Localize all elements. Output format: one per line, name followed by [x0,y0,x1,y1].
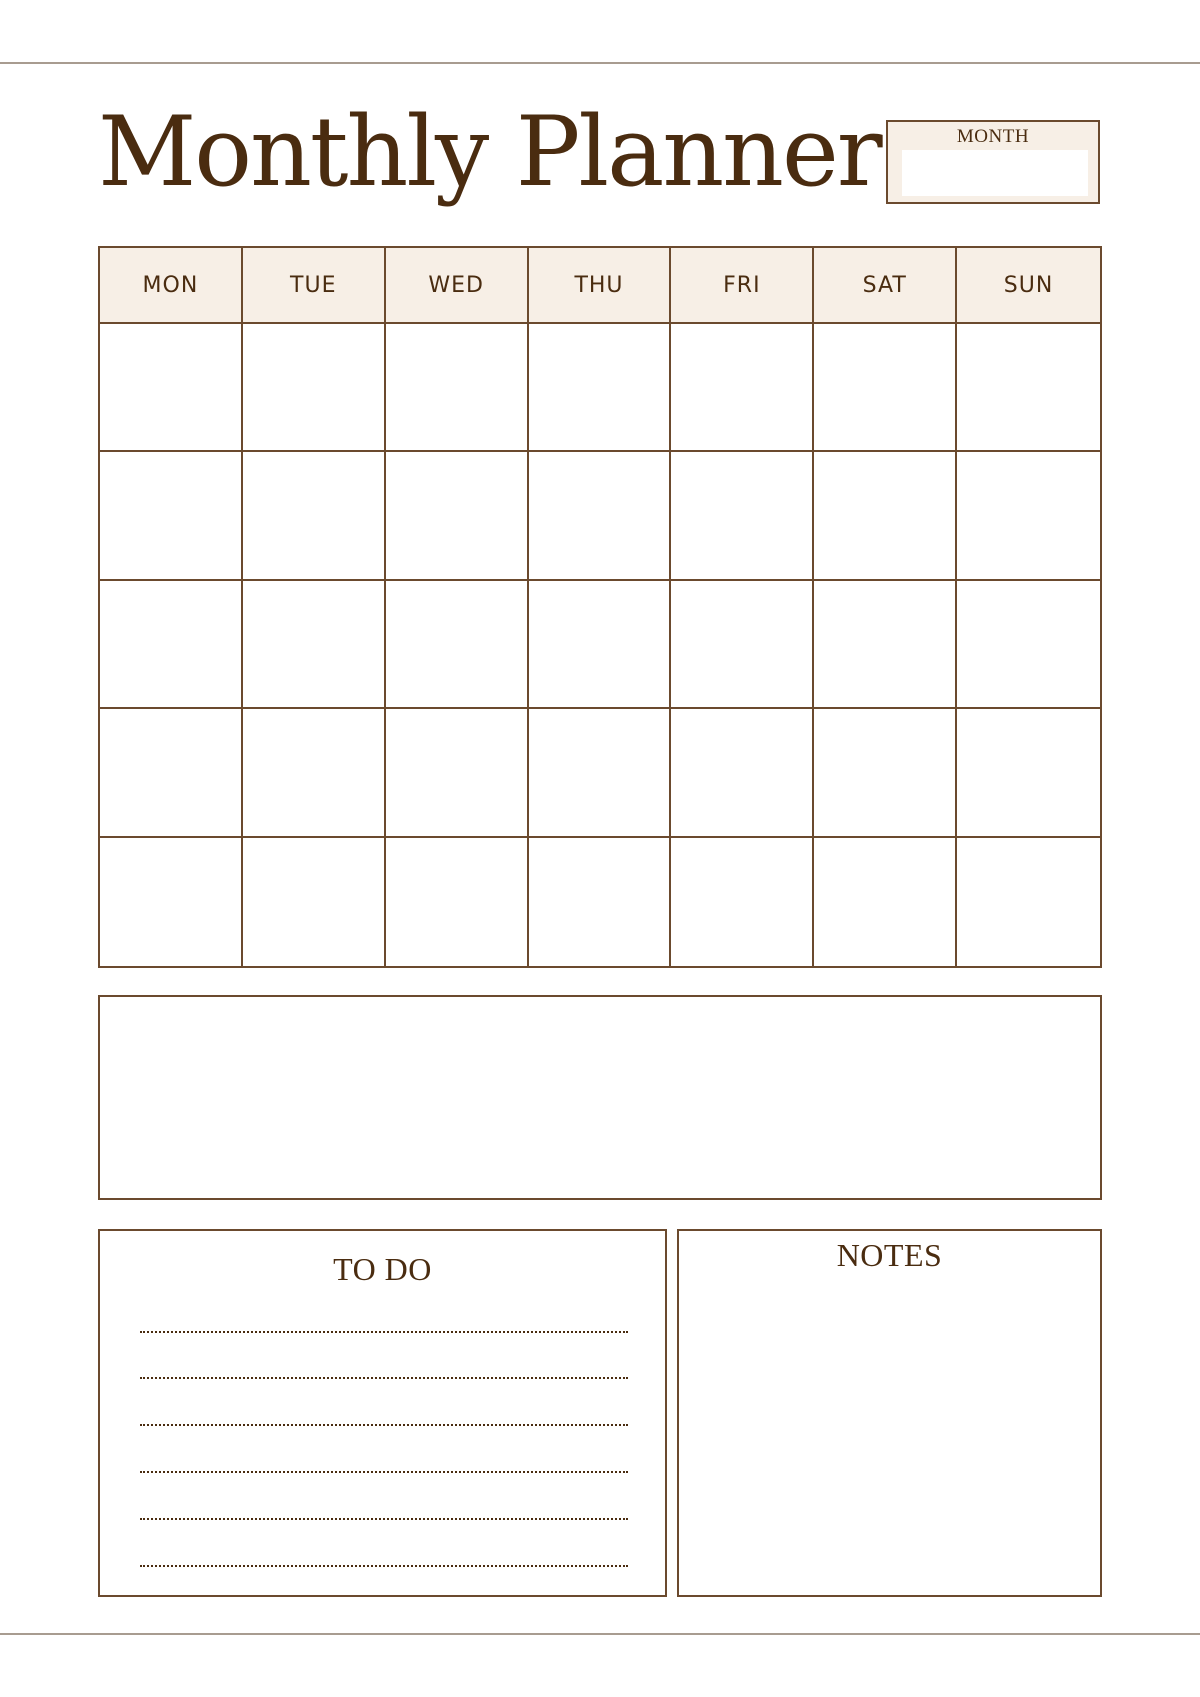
day-cell[interactable] [957,709,1100,837]
calendar-grid [98,246,1102,968]
day-header-mon: MON [100,248,243,324]
day-cell[interactable] [386,709,529,837]
todo-line[interactable] [140,1565,628,1567]
month-box [886,120,1100,204]
todo-line[interactable] [140,1377,628,1379]
day-cell[interactable] [529,709,672,837]
day-cell[interactable] [243,452,386,580]
bottom-rule [0,1633,1200,1635]
day-cell[interactable] [671,581,814,709]
top-rule [0,62,1200,64]
day-header-fri: FRI [671,248,814,324]
todo-line[interactable] [140,1518,628,1520]
day-cell[interactable] [386,452,529,580]
notes-box[interactable] [677,1229,1102,1597]
day-cell[interactable] [386,838,529,966]
day-header-wed: WED [386,248,529,324]
day-cell[interactable] [386,324,529,452]
todo-line[interactable] [140,1471,628,1473]
day-cell[interactable] [814,838,957,966]
day-header-thu: THU [529,248,672,324]
day-cell[interactable] [243,581,386,709]
day-cell[interactable] [957,581,1100,709]
todo-line[interactable] [140,1331,628,1333]
day-cell[interactable] [671,709,814,837]
month-label: MONTH [956,126,1030,147]
day-cell[interactable] [100,838,243,966]
notes-title: NOTES [836,1237,943,1273]
day-cell[interactable] [100,324,243,452]
day-cell[interactable] [529,324,672,452]
day-cell[interactable] [529,838,672,966]
day-header-tue: TUE [243,248,386,324]
day-cell[interactable] [671,324,814,452]
monthly-goals-box[interactable] [98,995,1102,1200]
day-cell[interactable] [100,581,243,709]
day-cell[interactable] [671,838,814,966]
day-cell[interactable] [671,452,814,580]
page-title: Monthly Planner [98,96,881,208]
day-cell[interactable] [814,452,957,580]
day-cell[interactable] [100,709,243,837]
todo-line[interactable] [140,1424,628,1426]
day-cell[interactable] [957,838,1100,966]
day-cell[interactable] [957,324,1100,452]
day-cell[interactable] [386,581,529,709]
day-cell[interactable] [243,838,386,966]
day-cell[interactable] [957,452,1100,580]
todo-title: TO DO [333,1251,432,1287]
day-header-sun: SUN [957,248,1100,324]
day-cell[interactable] [814,324,957,452]
day-header-sat: SAT [814,248,957,324]
day-cell[interactable] [243,324,386,452]
day-cell[interactable] [243,709,386,837]
day-cell[interactable] [100,452,243,580]
day-cell[interactable] [529,581,672,709]
day-cell[interactable] [814,581,957,709]
day-cell[interactable] [814,709,957,837]
day-cell[interactable] [529,452,672,580]
todo-box [98,1229,667,1597]
month-input[interactable] [902,150,1088,196]
